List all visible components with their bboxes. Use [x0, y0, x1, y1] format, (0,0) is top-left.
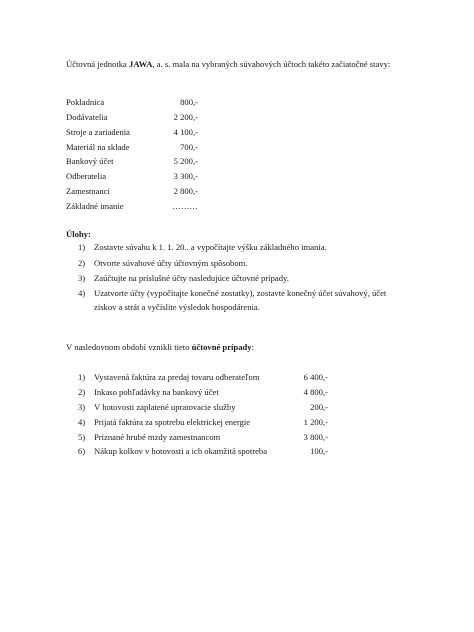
balance-label: Odberatelia: [66, 171, 107, 181]
intro-suffix: , a. s. mala na vybraných súvahových účtoch takéto začiatočné stavy:: [152, 59, 391, 69]
operation-text: Vystavená faktúra za predaj tovaru odberateľom: [94, 372, 260, 382]
task-number: 4): [78, 288, 86, 298]
balance-value: 2 200,-: [173, 112, 198, 122]
balance-value: 800,-: [180, 97, 198, 107]
tasks-heading: Úlohy:: [66, 229, 91, 239]
operation-value: 100,-: [310, 446, 328, 456]
period-bold: účtovné prípady: [191, 342, 252, 352]
operation-text: V hotovosti zaplatené upratovacie služby: [94, 402, 236, 412]
operation-text: Nákup kolkov v hotovosti a ich okamžitá spotreba: [94, 446, 268, 456]
operation-number: 5): [78, 432, 86, 442]
task-text: Uzatvorte účty (vypočítajte konečné zostatky), zostavte konečný účet súvahový, účet ziskov a strát a vyčíslite výsledok hospodárenia.: [94, 288, 387, 312]
task-text: Zaúčtujte na príslušné účty nasledujúce účtovné prípady.: [94, 273, 289, 283]
balance-value: 5 200,-: [173, 156, 198, 166]
operation-value: 1 200,-: [303, 417, 328, 427]
operation-number: 2): [78, 387, 86, 397]
period-intro: [66, 342, 254, 353]
operation-text: Inkaso pohľadávky na bankový účet: [94, 387, 219, 397]
period-prefix: V nasledovnom období vznikli tieto: [66, 342, 192, 352]
operation-text: Prijatá faktúra za spotrebu elektrickej energie: [94, 417, 251, 427]
balance-label: Zamestnanci: [66, 186, 110, 196]
company-name: JAWA: [129, 59, 153, 69]
balance-value: 3 300,-: [173, 171, 198, 181]
operation-value: 4 800,-: [303, 387, 328, 397]
operation-number: 4): [78, 417, 86, 427]
operation-value: 6 400,-: [303, 372, 328, 382]
intro-paragraph: [66, 57, 396, 71]
balance-value: 700,-: [180, 142, 198, 152]
task-number: 2): [78, 258, 86, 268]
period-suffix: :: [251, 342, 254, 352]
balance-label: Základné imanie: [66, 201, 124, 211]
task-text: Otvorte súvahové účty účtovným spôsobom.: [94, 258, 248, 268]
operation-number: 1): [78, 372, 86, 382]
operation-value: 3 800,-: [303, 432, 328, 442]
operation-number: 6): [78, 446, 86, 456]
task-number: 1): [78, 242, 86, 252]
balance-label: Stroje a zariadenia: [66, 127, 130, 137]
operation-number: 3): [78, 402, 86, 412]
balance-value: 4 100,-: [173, 127, 198, 137]
task-text: Zostavte súvahu k 1. 1. 20.. a vypočítajte výšku základného imania.: [94, 242, 327, 252]
balance-label: Pokladnica: [66, 97, 105, 107]
operation-text: Priznané hrubé mzdy zamestnancom: [94, 432, 221, 442]
balance-value: 2 800,-: [173, 186, 198, 196]
intro-prefix: Účtovná jednotka: [66, 59, 130, 69]
balance-label: Bankový účet: [66, 156, 114, 166]
balance-label: Dodávatelia: [66, 112, 108, 122]
operation-value: 200,-: [310, 402, 328, 412]
balance-value: ………: [172, 201, 198, 211]
task-number: 3): [78, 273, 86, 283]
balance-label: Materiál na sklade: [66, 142, 130, 152]
